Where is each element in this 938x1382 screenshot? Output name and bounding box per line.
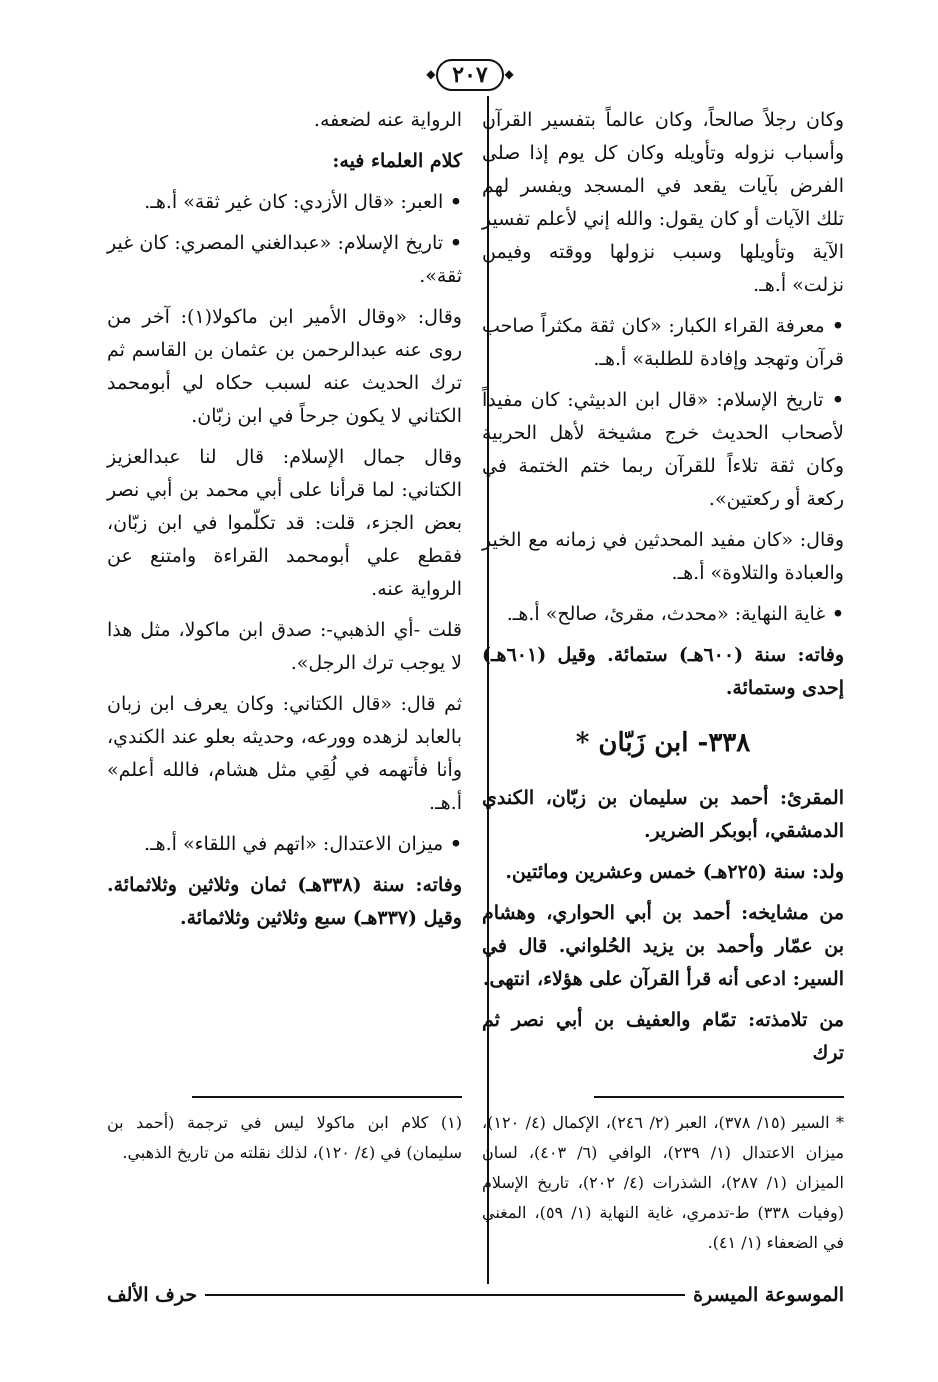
left-column <box>107 104 462 943</box>
footnote-right: * السير (١٥/ ٣٧٨)، العبر (٢/ ٢٤٦)، الإكمال (٤/ ١٢٠)، ميزان الاعتدال (١/ ٢٣٩)، الوافي (٦/ ٤٠٣)، لسان الميزان (١/ ٢٨٧)، الشذرات (٤/ ٢٠٢)، تاريخ الإسلام (وفيات ٣٣٨) ط-تدمري، غاية النهاية (١/ ٥٩)، المغني في الضعفاء (١/ ٤١). <box>482 1113 845 1252</box>
paragraph: ولد: سنة (٢٢٥هـ) خمس وعشرين ومائتين. <box>505 861 844 883</box>
paragraph: الرواية عنه لضعفه. <box>313 109 462 131</box>
paragraph: • معرفة القراء الكبار: «كان ثقة مكثراً صاحب قرآن وتهجد وإفادة للطلبة» أ.هـ. <box>482 310 844 376</box>
paragraph: وقال: «وقال الأمير ابن ماكولا(١): آخر من روى عنه عبدالرحمن بن عثمان بن القاسم ثم ترك الحديث عنه لسبب حكاه لي أبومحمد الكتاني لا يكون جرحاً في ابن زبّان. <box>107 306 462 427</box>
paragraph: المقرئ: أحمد بن سليمان بن زبّان، الكندي الدمشقي، أبوبكر الضرير. <box>482 787 844 842</box>
footer-section: حرف الألف <box>107 1284 198 1306</box>
paragraph: • تاريخ الإسلام: «قال ابن الدبيثي: كان مفيداً لأصحاب الحديث خرج مشيخة لأهل الحربية وكان ثقة تلاءاً للقرآن ربما ختم الختمة في ركعة أو ركعتين». <box>482 384 844 516</box>
section-heading: كلام العلماء فيه: <box>332 150 462 172</box>
paragraph: • ميزان الاعتدال: «اتهم في اللقاء» أ.هـ. <box>107 828 462 861</box>
paragraph: ثم قال: «قال الكتاني: وكان يعرف ابن زبان بالعابد لزهده وورعه، وحديثه بعلو عند الكندي، وأنا فأتهمه في لُقِي مثل هشام، فالله أعلم» أ.هـ. <box>107 693 462 814</box>
death-date: وفاته: سنة (٦٠٠هـ) ستمائة. وقيل (٦٠١هـ) إحدى وستمائة. <box>482 644 844 699</box>
paragraph: • غاية النهاية: «محدث، مقرئ، صالح» أ.هـ. <box>482 598 844 631</box>
paragraph: • العبر: «قال الأزدي: كان غير ثقة» أ.هـ. <box>107 186 462 219</box>
footer-book-title: الموسوعة الميسرة <box>693 1284 844 1306</box>
death-date: وفاته: سنة (٣٣٨هـ) ثمان وثلاثين وثلاثمائة. وقيل (٣٣٧هـ) سبع وثلاثين وثلاثمائة. <box>107 874 462 929</box>
footer-rule <box>205 1294 685 1296</box>
paragraph: من تلامذته: تمّام والعفيف بن أبي نصر ثم ترك <box>482 1009 844 1064</box>
page-number <box>420 58 520 92</box>
right-column <box>482 104 844 1078</box>
paragraph: • تاريخ الإسلام: «عبدالغني المصري: كان غير ثقة». <box>107 227 462 293</box>
paragraph: وكان رجلاً صالحاً، وكان عالماً بتفسير القرآن وأسباب نزوله وتأويله وكان كل يوم إذا صلى الفرض بآيات يقعد في المسجد ويفسر لهم تلك الآيات أو كان يقول: والله إني لأعلم تفسير الآية وتأويلها وسبب نزولها ووقته وفيمن نزلت» أ.هـ. <box>482 109 844 296</box>
paragraph: وقال جمال الإسلام: قال لنا عبدالعزيز الكتاني: لما قرأنا على أبي محمد بن أبي نصر بعض الجزء، قلت: قد تكلّموا في ابن زبّان، فقطع علي أبومحمد القراءة وامتنع عن الرواية عنه. <box>107 446 462 600</box>
footnote-rule-left <box>192 1096 462 1098</box>
page-footer <box>107 1280 844 1310</box>
page-number-text: ◆ ٢٠٧ ◆ <box>436 59 503 91</box>
paragraph: وقال: «كان مفيد المحدثين في زمانه مع الخير والعبادة والتلاوة» أ.هـ. <box>482 529 844 584</box>
entry-heading: ٣٣٨- ابن زَبّان * <box>575 728 751 758</box>
paragraph: قلت -أي الذهبي-: صدق ابن ماكولا، مثل هذا لا يوجب ترك الرجل». <box>107 619 462 674</box>
footnote-rule-right <box>594 1096 844 1098</box>
paragraph: من مشايخه: أحمد بن أبي الحواري، وهشام بن عمّار وأحمد بن يزيد الحُلواني. قال في السير: ادعى أنه قرأ القرآن على هؤلاء، انتهى. <box>482 902 844 990</box>
footnote-left: (١) كلام ابن ماكولا ليس في ترجمة (أحمد بن سليمان) في (٤/ ١٢٠)، لذلك نقلته من تاريخ الذهبي. <box>107 1113 462 1162</box>
